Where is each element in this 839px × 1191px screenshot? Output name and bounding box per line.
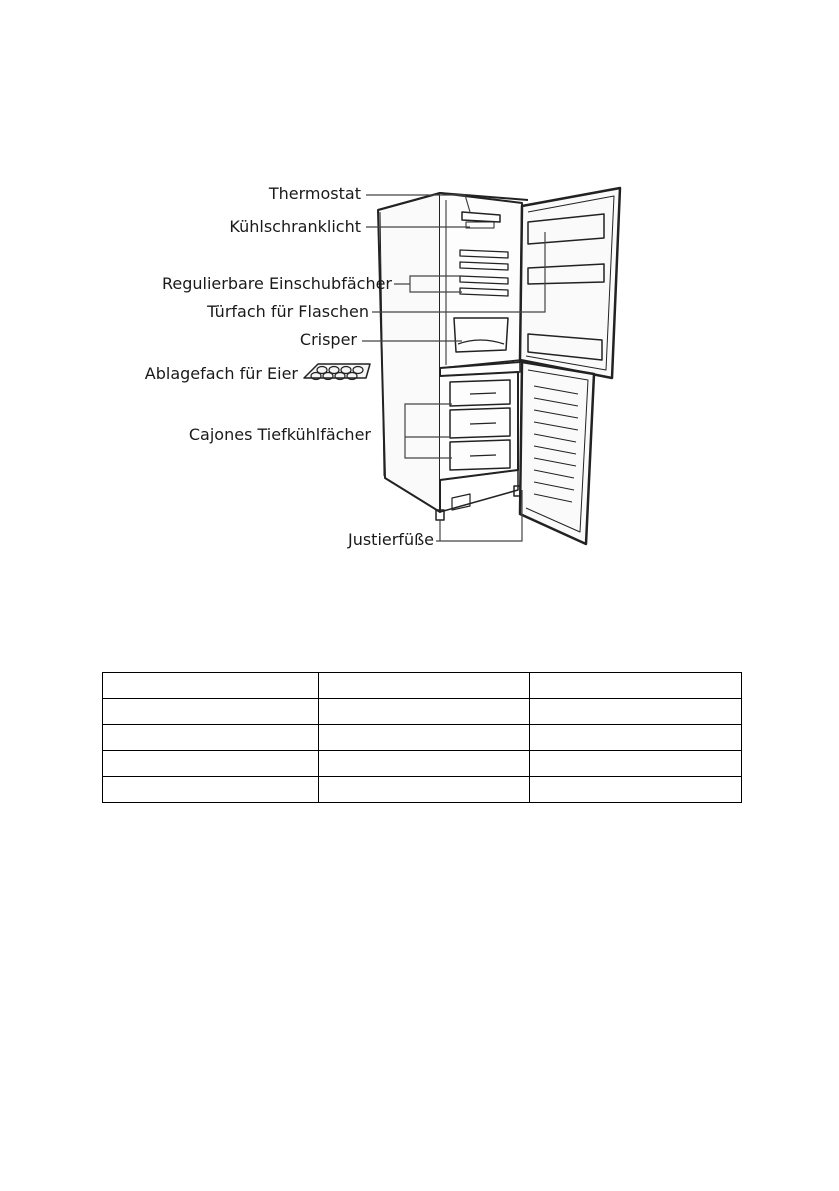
table-cell <box>530 699 742 725</box>
label-egg-tray: Ablagefach für Eier <box>144 364 298 383</box>
label-thermostat: Thermostat <box>268 184 361 203</box>
table-row <box>103 673 742 699</box>
table-cell <box>103 777 319 803</box>
label-adjustable-shelves: Regulierbare Einschubfächer <box>161 274 392 293</box>
table-cell <box>103 673 319 699</box>
label-fridge-light: Kühlschranklicht <box>229 217 361 236</box>
table-cell <box>530 673 742 699</box>
spec-table <box>102 672 742 803</box>
table-cell <box>530 751 742 777</box>
table-cell <box>530 725 742 751</box>
table-row <box>103 725 742 751</box>
label-adjustable-feet: Justierfüße <box>347 530 434 549</box>
fridge-illustration <box>304 188 620 544</box>
feet-leader <box>436 490 522 541</box>
table-row <box>103 751 742 777</box>
table-row <box>103 699 742 725</box>
label-freezer-drawers: Cajones Tiefkühlfächer <box>188 425 371 444</box>
table-row <box>103 777 742 803</box>
table-cell <box>319 699 530 725</box>
table-cell <box>319 725 530 751</box>
label-crisper: Crisper <box>299 330 357 349</box>
label-bottle-rack: Türfach für Flaschen <box>207 302 369 321</box>
table-cell <box>103 699 319 725</box>
table-cell <box>319 777 530 803</box>
table-cell <box>103 725 319 751</box>
table-cell <box>319 673 530 699</box>
table-cell <box>530 777 742 803</box>
table-cell <box>319 751 530 777</box>
table-cell <box>103 751 319 777</box>
